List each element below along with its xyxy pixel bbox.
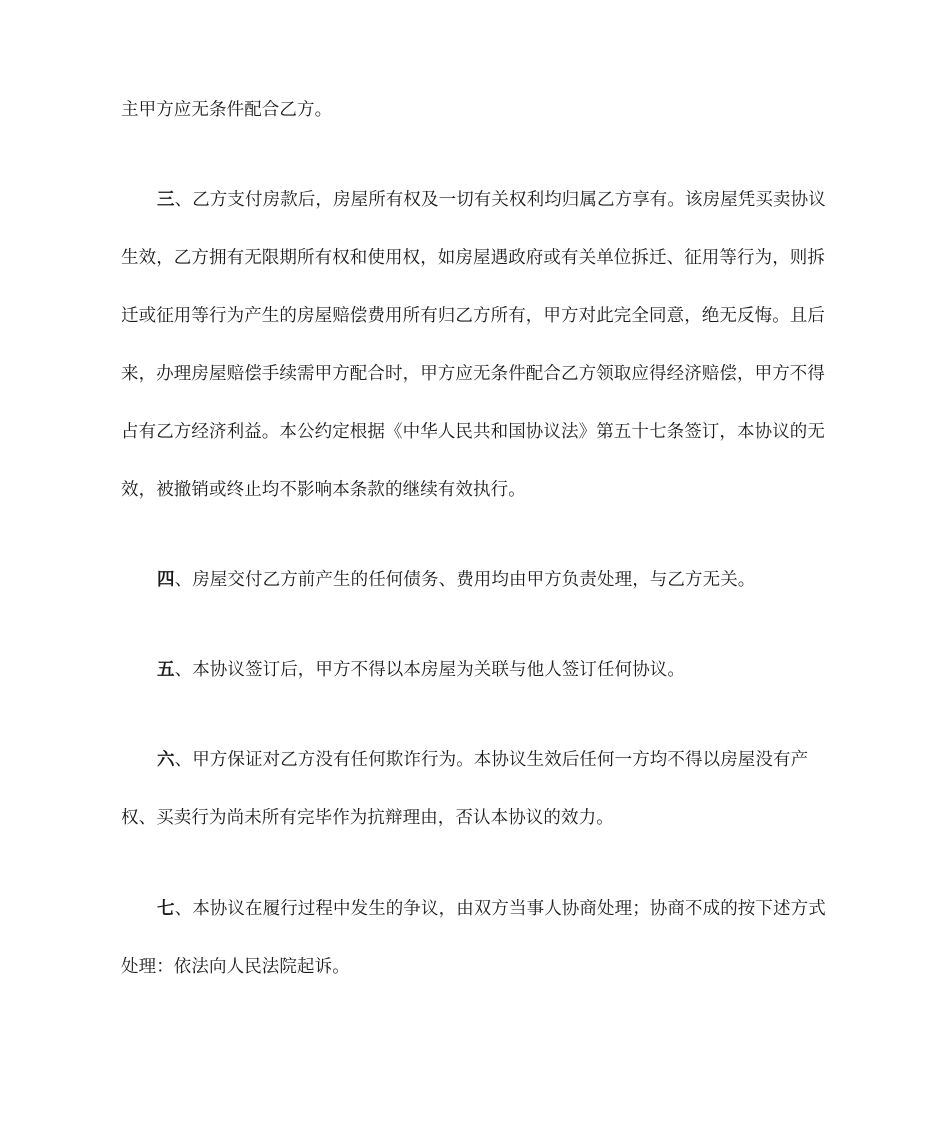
clause-7-line-1 — [157, 897, 877, 921]
clause-text: 来，办理房屋赔偿手续需甲方配合时，甲方应无条件配合乙方领取应得经济赔偿，甲方不得 — [121, 364, 825, 384]
clause-number: 六 — [157, 750, 175, 770]
clause-text: 、甲方保证对乙方没有任何欺诈行为。本协议生效后任何一方均不得以房屋没有产 — [174, 750, 809, 770]
clause-6-line-1 — [157, 748, 877, 772]
clause-text: 权、买卖行为尚未所有完毕作为抗辩理由，否认本协议的效力。 — [121, 808, 614, 828]
clause-number: 三 — [157, 190, 175, 210]
paragraph-continuation — [121, 98, 841, 122]
clause-5-line-1 — [157, 658, 877, 682]
clause-number: 四 — [157, 570, 175, 590]
clause-4-line-1 — [157, 568, 877, 592]
clause-text: 、本协议在履行过程中发生的争议，由双方当事人协商处理；协商不成的按下述方式 — [174, 899, 826, 919]
clause-text: 处理：依法向人民法院起诉。 — [121, 957, 350, 977]
clause-text: 生效，乙方拥有无限期所有权和使用权，如房屋遇政府或有关单位拆迁、征用等行为，则拆 — [121, 248, 825, 268]
clause-text: 迁或征用等行为产生的房屋赔偿费用所有归乙方所有，甲方对此完全同意，绝无反悔。且后 — [121, 306, 825, 326]
paragraph-text: 主甲方应无条件配合乙方。 — [121, 100, 333, 120]
clause-6-line-2 — [121, 806, 841, 830]
clause-7-line-2 — [121, 955, 841, 979]
clause-text: 、乙方支付房款后，房屋所有权及一切有关权利均归属乙方享有。该房屋凭买卖协议 — [174, 190, 826, 210]
clause-text: 、本协议签订后，甲方不得以本房屋为关联与他人签订任何协议。 — [174, 660, 686, 680]
clause-number: 五 — [157, 660, 175, 680]
clause-text: 、房屋交付乙方前产生的任何债务、费用均由甲方负责处理，与乙方无关。 — [174, 570, 756, 590]
clause-3-line-2 — [121, 246, 841, 270]
clause-3-line-4 — [121, 362, 841, 386]
clause-3-line-3 — [121, 304, 841, 328]
clause-3-line-1 — [157, 188, 877, 212]
clause-3-line-6 — [121, 478, 841, 502]
clause-3-line-5 — [121, 420, 841, 444]
clause-text: 效，被撤销或终止均不影响本条款的继续有效执行。 — [121, 480, 526, 500]
clause-text: 占有乙方经济利益。本公约定根据《中华人民共和国协议法》第五十七条签订，本协议的无 — [121, 422, 825, 442]
clause-number: 七 — [157, 899, 175, 919]
